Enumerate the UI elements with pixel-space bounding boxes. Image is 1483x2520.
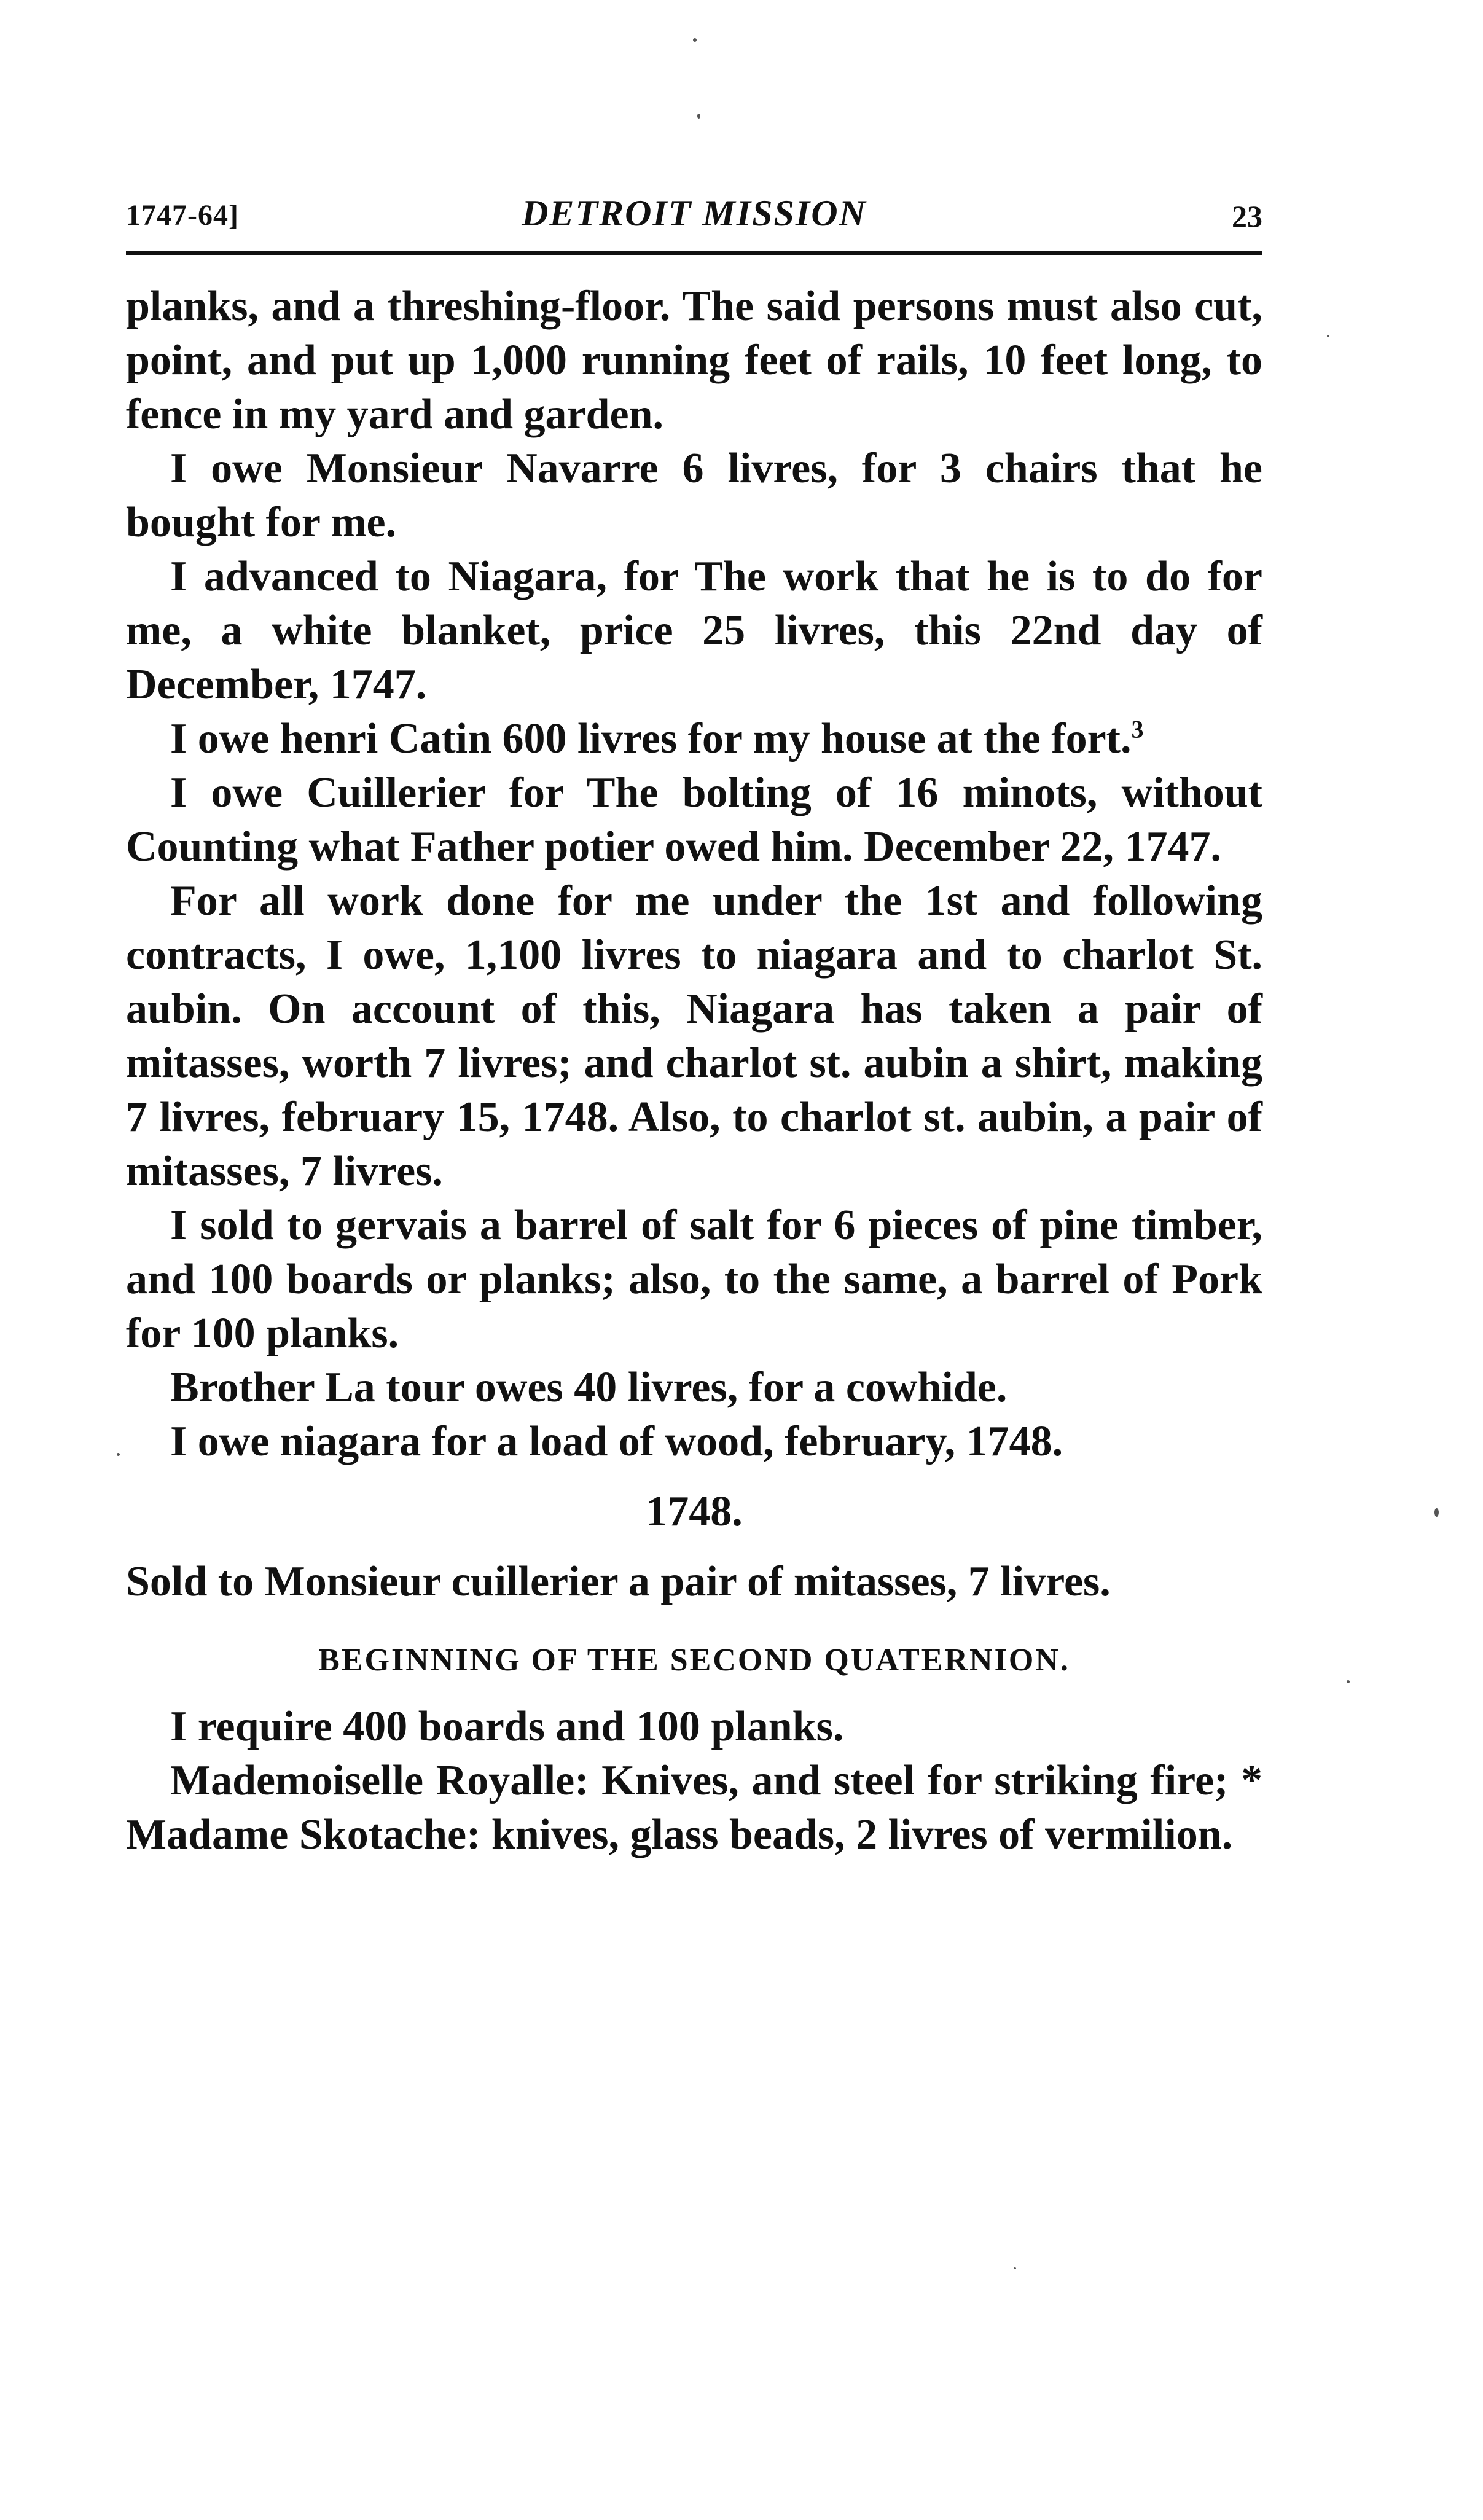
paragraph-royalle-skotache: Mademoiselle Royalle: Knives, and steel for striking fire; * Madame Skotache: knives, glass beads, 2 livres of vermilion. xyxy=(126,1757,1262,1858)
paragraph-niagara-wood: I owe niagara for a load of wood, february, 1748. xyxy=(170,1418,1063,1465)
paragraph-boards: I require 400 boards and 100 planks. xyxy=(170,1703,844,1750)
paper-speck xyxy=(1327,335,1329,337)
paragraph-continuation: planks, and a threshing-floor. The said persons must also cut, point, and put up 1,000 running feet of rails, 10 feet long, to fence in my yard and garden. xyxy=(126,283,1262,438)
paper-speck xyxy=(693,38,697,42)
paper-speck xyxy=(697,114,700,119)
paper-speck xyxy=(1347,1680,1350,1683)
paragraph-navarre: I owe Monsieur Navarre 6 livres, for 3 chairs that he bought for me. xyxy=(126,445,1262,546)
running-head-date-range: 1747-64] xyxy=(126,199,239,232)
section-heading: BEGINNING OF THE SECOND QUATERNION. xyxy=(318,1643,1070,1678)
paragraph-gervais: I sold to gervais a barrel of salt for 6 pieces of pine timber, and 100 boards or planks; also, to the same, a barrel of Pork for 100 planks. xyxy=(126,1202,1262,1357)
footnote-marker: 3 xyxy=(1131,715,1144,743)
year-heading: 1748. xyxy=(646,1488,743,1535)
paragraph-la-tour: Brother La tour owes 40 livres, for a cowhide. xyxy=(170,1364,1008,1411)
paragraph-cuillerier: I owe Cuillerier for The bolting of 16 minots, without Counting what Father potier owed him. December 22, 1747. xyxy=(126,769,1262,871)
paragraph-henri-catin xyxy=(126,712,1262,766)
paper-speck xyxy=(117,1453,120,1456)
header-rule xyxy=(126,251,1262,255)
body-text xyxy=(126,280,1262,1862)
paragraph-sold-cuillerier: Sold to Monsieur cuillerier a pair of mitasses, 7 livres. xyxy=(126,1558,1111,1605)
page-number: 23 xyxy=(1232,199,1262,233)
paper-speck xyxy=(1014,2267,1016,2269)
paragraph-henri-catin-text: I owe henri Catin 600 livres for my house at the fort. xyxy=(170,715,1132,762)
running-head-title: DETROIT MISSION xyxy=(522,193,867,233)
paragraph-contracts: For all work done for me under the 1st and following contracts, I owe, 1,100 livres to niagara and to charlot St. aubin. On account of this, Niagara has taken a pair of mitasses, worth 7 livres; and charlot st. aubin a shirt, making 7 livres, february 15, 1748. Also, to charlot st. aubin, a pair of mitasses, 7 livres. xyxy=(126,877,1262,1195)
paragraph-niagara-blanket: I advanced to Niagara, for The work that he is to do for me, a white blanket, price 25 livres, this 22nd day of December, 1747. xyxy=(126,553,1262,708)
paper-speck xyxy=(1434,1508,1439,1517)
running-head xyxy=(126,187,1262,243)
